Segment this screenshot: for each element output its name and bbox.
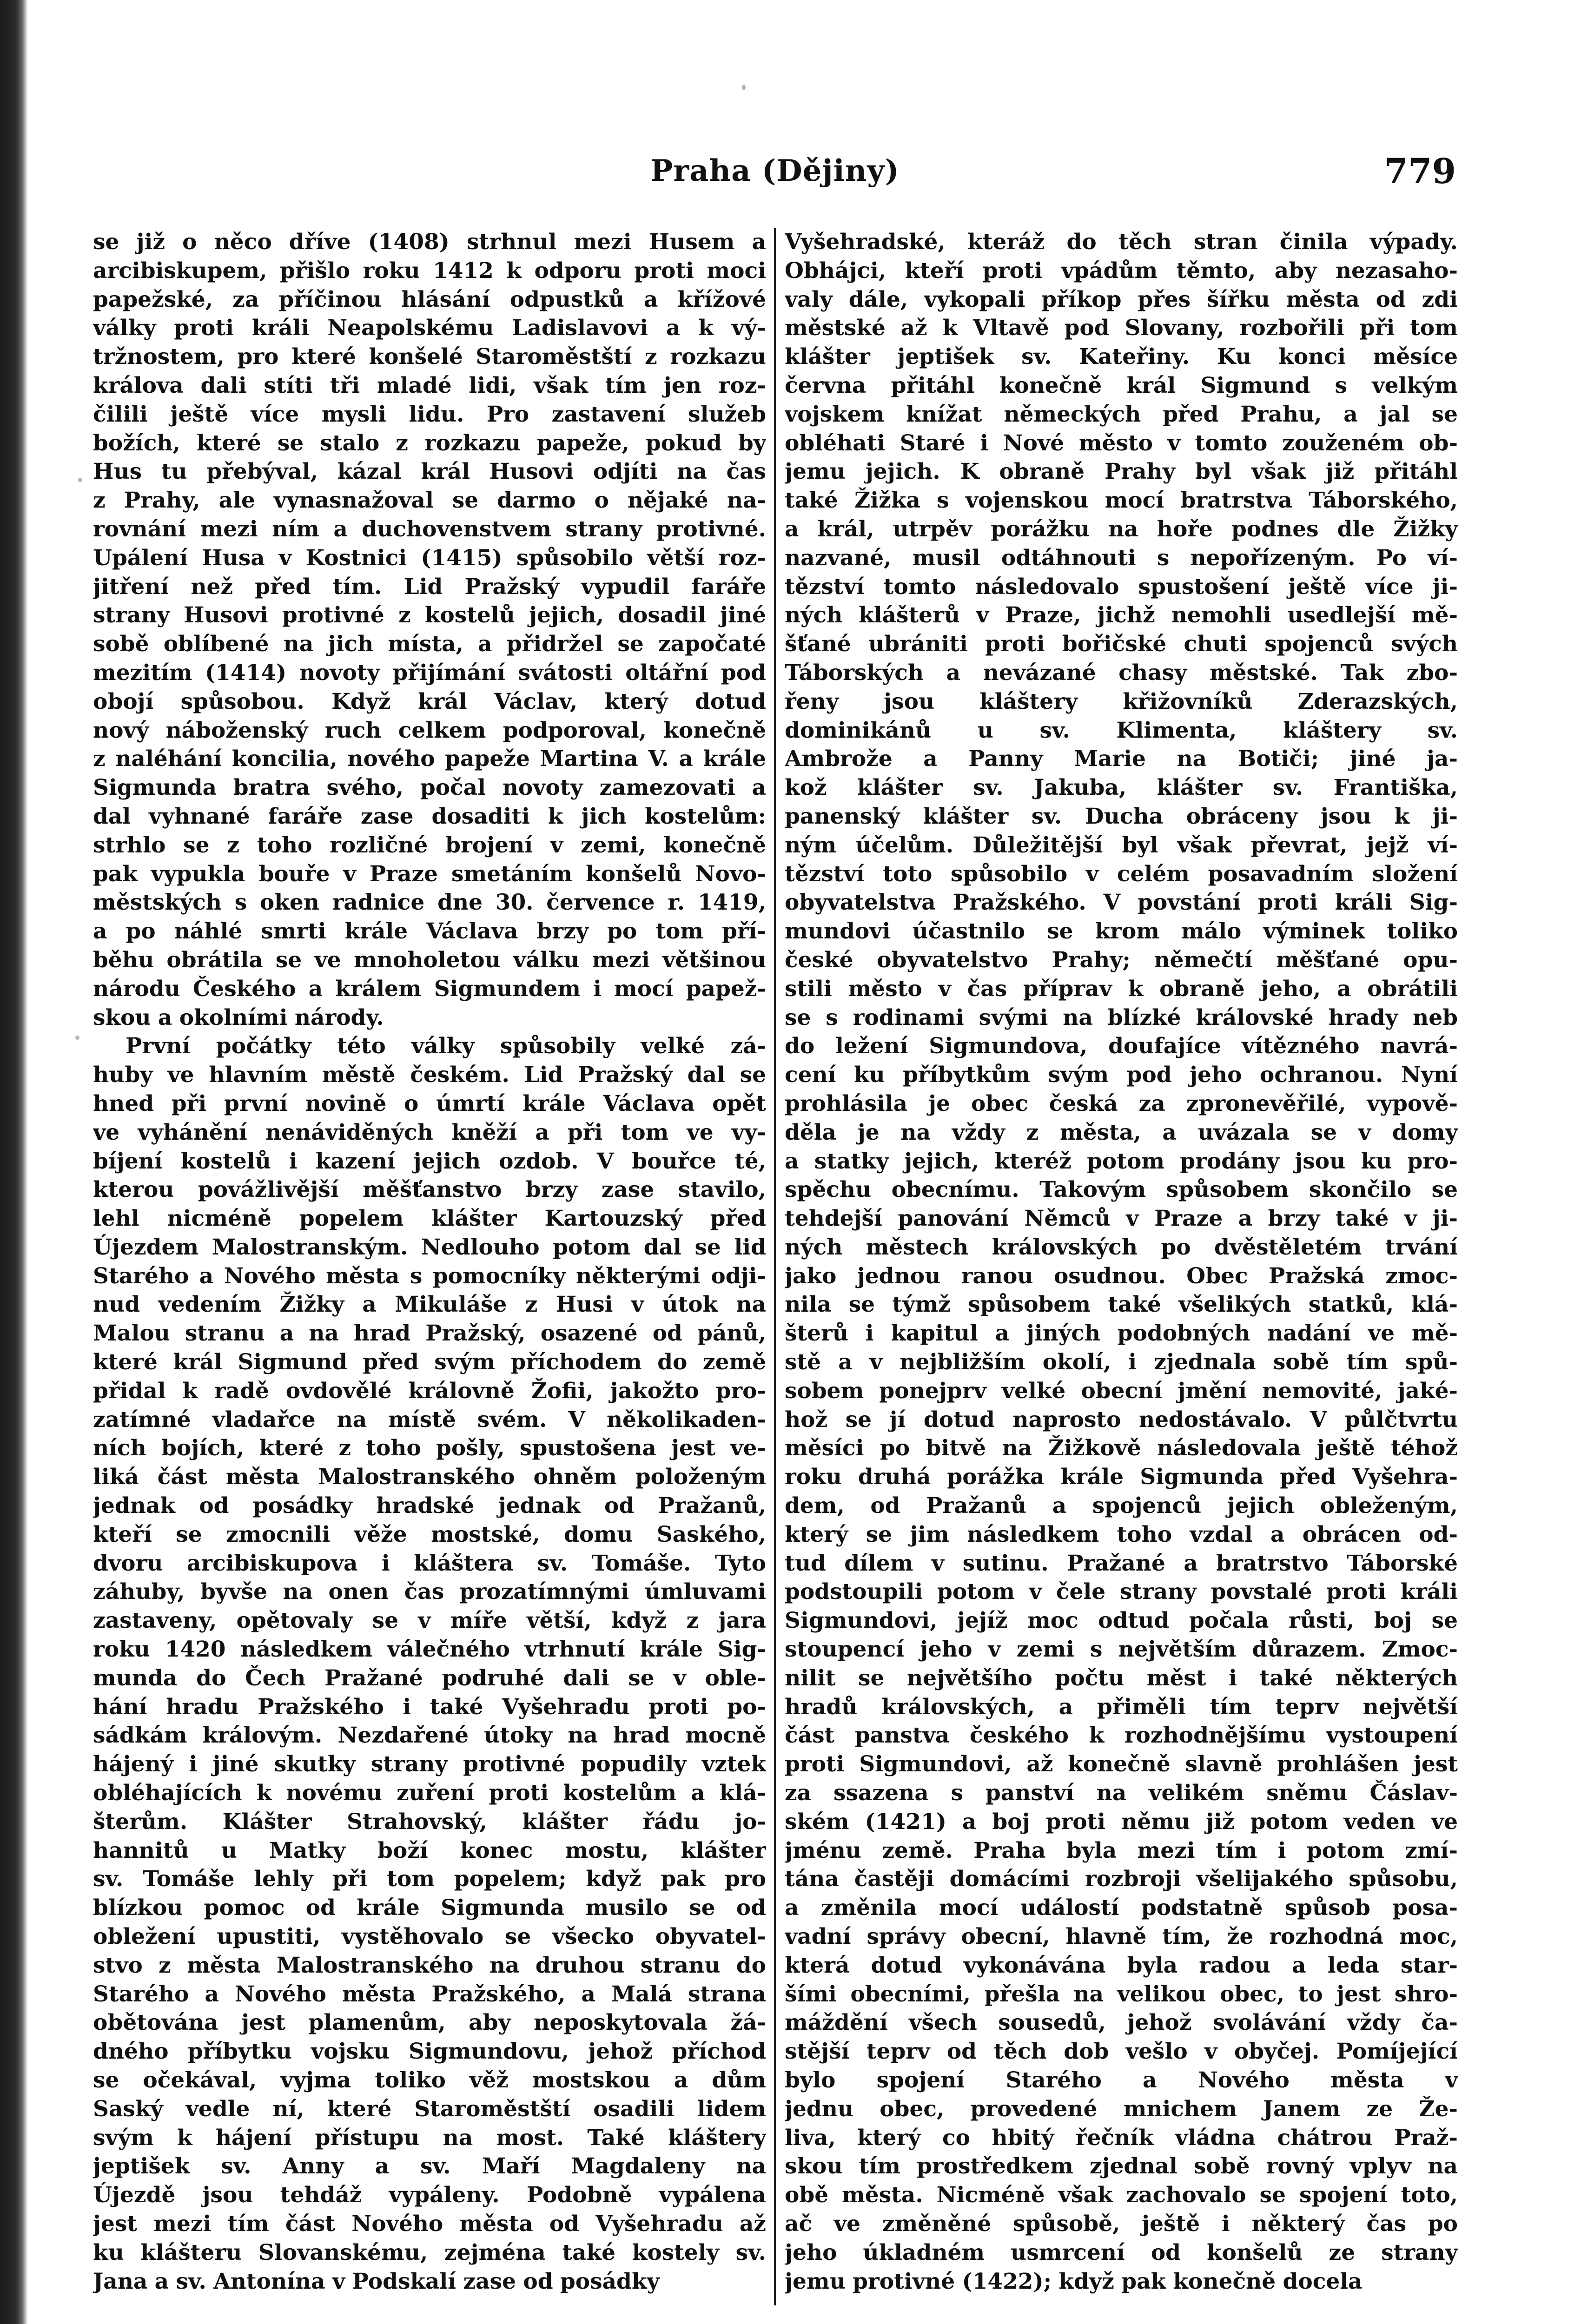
left-column-line: arcibiskupem, přišlo roku 1412 k odporu proti moci — [93, 257, 766, 284]
right-column-line: června přitáhl konečně král Sigmund s velkým — [785, 372, 1458, 398]
left-column-line: strhlo se z toho rozličné brojení v zemi, konečně — [93, 832, 766, 858]
right-column-line: české obyvatelstvo Prahy; němečtí měšťané opu- — [785, 947, 1458, 973]
right-column-line: děla je na vždy z města, a uvázala se v domy — [785, 1119, 1458, 1145]
left-column-line: zatímné vladařce na místě svém. V několikaden- — [93, 1406, 766, 1433]
left-column-line: Upálení Husa v Kostnici (1415) spůsobilo větší roz- — [93, 545, 766, 571]
right-column-line: a statky jejich, kteréž potom prodány jsou ku pro- — [785, 1148, 1458, 1174]
right-column-line: stoupencí jeho v zemi s největším důrazem. Zmoc- — [785, 1637, 1458, 1663]
right-column-line: Ambrože a Panny Marie na Botiči; jiné ja- — [785, 746, 1458, 772]
left-column-line: huby ve hlavním městě českém. Lid Pražský dal se — [93, 1062, 766, 1088]
right-column-line: šťané ubrániti proti bořičské chuti spojenců svých — [785, 631, 1458, 657]
right-column-line: vadní správy obecní, hlavně tím, že rozhodná moc, — [785, 1924, 1458, 1950]
right-column-line: dominikánů u sv. Klimenta, kláštery sv. — [785, 717, 1458, 743]
left-column-line: králova dali stíti tři mladé lidi, však tím jen roz- — [93, 372, 766, 398]
left-column-line: Újezdě jsou tehdáž vypáleny. Podobně vypálena — [93, 2182, 766, 2208]
left-column-line: ve vyhánění nenáviděných kněží a při tom ve vy- — [93, 1119, 766, 1145]
right-column-line: prohlásila je obec česká za zpronevěřilé, vypově- — [785, 1090, 1458, 1116]
left-column-line: Újezdem Malostranským. Nedlouho potom dal se lid — [93, 1234, 766, 1260]
left-column-line: obojí spůsobou. Když král Václav, který dotud — [93, 688, 766, 714]
ink-speck — [78, 478, 82, 482]
left-column-line: božích, které se stalo z rozkazu papeže, pokud by — [93, 430, 766, 456]
right-column — [785, 228, 1458, 2310]
right-column-line: dem, od Pražanů a spojenců jejich obleženým, — [785, 1493, 1458, 1519]
left-column-line: jest mezi tím část Nového města od Vyšehradu až — [93, 2211, 766, 2237]
left-column-line: hned při první novině o úmrtí krále Václava opět — [93, 1090, 766, 1116]
right-column-line: tehdejší panování Němců v Praze a brzy také v ji- — [785, 1206, 1458, 1232]
left-column-line: svým k hájení přístupu na most. Také kláštery — [93, 2125, 766, 2151]
left-column-line: hání hradu Pražského i také Vyšehradu proti po- — [93, 1694, 766, 1720]
left-column-line: tržnostem, pro které konšelé Staroměstští z rozkazu — [93, 344, 766, 370]
left-column-line: nud vedením Žižky a Mikuláše z Husi v útok na — [93, 1292, 766, 1318]
left-column-line: liká část města Malostranského ohněm položeným — [93, 1464, 766, 1490]
left-column-line: a po náhlé smrti krále Václava brzy po tom pří- — [93, 918, 766, 944]
right-column-line: ných městech královských po dvěstěletém trvání — [785, 1234, 1458, 1260]
right-column-line: městské až k Vltavě pod Slovany, rozbořili při tom — [785, 315, 1458, 341]
right-column-line: ském (1421) a boj proti němu již potom veden ve — [785, 1809, 1458, 1835]
left-column-line: munda do Čech Pražané podruhé dali se v oble- — [93, 1665, 766, 1691]
left-column-line: Hus tu přebýval, kázal král Husovi odjíti na čas — [93, 459, 766, 485]
right-column-line: a změnila mocí událostí podstatně spůsob posa- — [785, 1895, 1458, 1921]
left-column-line: městských s oken radnice dne 30. července r. 1419, — [93, 890, 766, 916]
left-column — [93, 228, 766, 2310]
right-column-line: skou tím prostředkem zjednal sobě rovný vplyv na — [785, 2153, 1458, 2179]
right-column-line: ač ve změněné spůsobě, ještě i některý čas po — [785, 2211, 1458, 2237]
left-column-line: z Prahy, ale vynasnažoval se darmo o nějaké na- — [93, 488, 766, 514]
left-column-line: sobě oblíbené na jich místa, a přidržel se započaté — [93, 631, 766, 657]
left-column-line: obětována jest plamenům, aby neposkytovala žá- — [93, 2010, 766, 2036]
left-column-line: bíjení kostelů i kazení jejich ozdob. V bouřce té, — [93, 1148, 766, 1174]
left-column-line: obležení upustiti, vystěhovalo se všecko obyvatel- — [93, 1924, 766, 1950]
right-column-line: tězství tomto následovalo spustošení ještě více ji- — [785, 574, 1458, 600]
right-column-line: řeny jsou kláštery křižovníků Zderazských, — [785, 688, 1458, 714]
left-column-line: lehl nicméně popelem klášter Kartouzský před — [93, 1206, 766, 1232]
right-column-line: stější teprv od těch dob vešlo v obyčej. Pomíjející — [785, 2039, 1458, 2065]
left-column-line: obléhajících k novému zuření proti kostelům a klá- — [93, 1780, 766, 1806]
left-column-line: z naléhání koncilia, nového papeže Martina V. a krále — [93, 746, 766, 772]
left-column-line: roku 1420 následkem válečného vtrhnutí krále Sig- — [93, 1637, 766, 1663]
right-column-line: a král, utrpěv porážku na hoře podnes dle Žižky — [785, 516, 1458, 542]
left-column-line: Starého a Nového města s pomocníky některými odji- — [93, 1263, 766, 1289]
left-column-line: skou a okolními národy. — [93, 1004, 384, 1030]
left-column-line: mezitím (1414) novoty přijímání svátosti oltářní pod — [93, 660, 766, 686]
ink-speck — [75, 1036, 79, 1040]
ink-speck — [742, 85, 746, 90]
left-column-line: sádkám královým. Nezdařené útoky na hrad mocně — [93, 1723, 766, 1749]
left-column-line: přidal k radě ovdovělé královně Žofii, jakožto pro- — [93, 1378, 766, 1404]
left-column-line: zastaveny, opětovaly se v míře větší, když z jara — [93, 1608, 766, 1634]
right-column-line: nilit se největšího počtu měst i také některých — [785, 1665, 1458, 1691]
left-column-line: Sigmunda bratra svého, počal novoty zamezovati a — [93, 775, 766, 801]
right-column-line: jednu obec, provedené mnichem Janem ze Že- — [785, 2096, 1458, 2122]
left-column-line: se již o něco dříve (1408) strhnul mezi Husem a — [93, 229, 766, 255]
right-column-line: proti Sigmundovi, až konečně slavně prohlášen jest — [785, 1751, 1458, 1777]
left-column-line: První počátky této války spůsobily velké zá- — [126, 1033, 766, 1059]
right-column-line: hradů královských, a přiměli tím teprv největší — [785, 1694, 1458, 1720]
right-column-line: Táborských a nevázané chasy městské. Tak zbo- — [785, 660, 1458, 686]
right-column-line: sobem ponejprv velké obecní jmění nemovité, jaké- — [785, 1378, 1458, 1404]
right-column-line: máždění všech sousedů, jehož svolávání vždy ča- — [785, 2010, 1458, 2036]
right-column-line: Sigmundovi, jejíž moc odtud počala růsti, boj se — [785, 1608, 1458, 1634]
left-column-line: Jana a sv. Antonína v Podskalí zase od posádky — [93, 2268, 660, 2294]
right-column-line: nila se týmž spůsobem také všelikých statků, klá- — [785, 1292, 1458, 1318]
left-column-line: hájený i jiné skutky strany protivné popudily vztek — [93, 1751, 766, 1777]
right-column-line: jako jednou ranou osudnou. Obec Pražská zmoc- — [785, 1263, 1458, 1289]
left-column-line: sv. Tomáše lehly při tom popelem; když pak pro — [93, 1866, 766, 1892]
page-header — [94, 153, 1456, 205]
left-column-line: běhu obrátila se ve mnoholetou válku mezi většinou — [93, 947, 766, 973]
left-column-line: stvo z města Malostranského na druhou stranu do — [93, 1952, 766, 1978]
left-column-line: šterům. Klášter Strahovský, klášter řádu jo- — [93, 1809, 766, 1835]
right-column-line: za ssazena s panství na velikém sněmu Čáslav- — [785, 1780, 1458, 1806]
left-column-line: se očekával, vyjma toliko věž mostskou a dům — [93, 2067, 766, 2093]
right-column-line: obyvatelstva Pražského. V povstání proti králi Sig- — [785, 890, 1458, 916]
left-column-line: kteří se zmocnili věže mostské, domu Saského, — [93, 1521, 766, 1547]
left-column-line: hannitů u Matky boží konec mostu, klášter — [93, 1837, 766, 1863]
right-column-line: stě a v nejbližším okolí, i zjednala sobě tím spů- — [785, 1349, 1458, 1375]
right-column-line: jménu země. Praha byla mezi tím i potom zmí- — [785, 1837, 1458, 1863]
right-column-line: spěchu obecnímu. Takovým spůsobem skončilo se — [785, 1177, 1458, 1203]
right-column-line: šterů i kapitul a jiných podobných nadání ve mě- — [785, 1320, 1458, 1347]
right-column-line: Obhájci, kteří proti vpádům těmto, aby nezasaho- — [785, 257, 1458, 284]
left-column-line: záhuby, byvše na onen čas prozatímnými úmluvami — [93, 1579, 766, 1605]
running-title: Praha (Dějiny) — [650, 153, 900, 188]
right-column-line: se s rodinami svými na blízké královské hrady neb — [785, 1004, 1458, 1030]
right-column-line: stili město v čas příprav k obraně jeho, a obrátili — [785, 976, 1458, 1002]
right-column-line: také Žižka s vojenskou mocí bratrstva Táborského, — [785, 488, 1458, 514]
right-column-line: obě města. Nicméně však zachovalo se spojení toto, — [785, 2182, 1458, 2208]
left-column-line: národu Českého a králem Sigmundem i mocí papež- — [93, 976, 766, 1002]
right-column-line: obléhati Staré i Nové město v tomto zouženém ob- — [785, 430, 1458, 456]
right-column-line: ným účelům. Důležitější byl však převrat, jejž ví- — [785, 832, 1458, 858]
right-column-line: který se jim následkem toho vzdal a obrácen od- — [785, 1521, 1458, 1547]
right-column-line: šími obecními, přešla na velikou obec, to jest shro- — [785, 1981, 1458, 2007]
left-column-line: pak vypukla bouře v Praze smetáním konšelů Novo- — [93, 861, 766, 887]
left-column-line: Malou stranu a na hrad Pražský, osazené od pánů, — [93, 1320, 766, 1347]
left-column-line: strany Husovi protivné z kostelů jejich, dosadil jiné — [93, 602, 766, 628]
right-column-line: část panstva českého k rozhodnějšímu vystoupení — [785, 1723, 1458, 1749]
left-column-line: Saský vedle ní, které Staroměstští osadili lidem — [93, 2096, 766, 2122]
left-column-line: rovnání mezi ním a duchovenstvem strany protivné. — [93, 516, 766, 542]
right-column-line: jemu jejich. K obraně Prahy byl však již přitáhl — [785, 459, 1458, 485]
left-column-line: ku klášteru Slovanskému, zejména také kostely sv. — [93, 2239, 766, 2265]
right-column-line: která dotud vykonávána byla radou a leda star- — [785, 1952, 1458, 1978]
right-column-line: tud dílem v sutinu. Pražané a bratrstvo Táborské — [785, 1550, 1458, 1576]
right-column-line: Vyšehradské, kteráž do těch stran činila výpady. — [785, 229, 1458, 255]
right-column-line: jemu protivné (1422); když pak konečně docela — [785, 2268, 1363, 2294]
left-column-line: dného příbytku vojsku Sigmundovu, jehož příchod — [93, 2039, 766, 2065]
left-column-line: blízkou pomoc od krále Sigmunda musilo se od — [93, 1895, 766, 1921]
right-column-line: mundovi účastnilo se krom málo výminek toliko — [785, 918, 1458, 944]
right-column-line: vojskem knížat německých před Prahu, a jal se — [785, 401, 1458, 427]
right-column-line: valy dále, vykopali příkop přes šířku města od zdi — [785, 286, 1458, 312]
right-column-line: měsíci po bitvě na Žižkově následovala ještě téhož — [785, 1435, 1458, 1461]
page-number: 779 — [1384, 152, 1456, 191]
left-column-line: které král Sigmund před svým příchodem do země — [93, 1349, 766, 1375]
left-column-line: nový náboženský ruch celkem podporoval, konečně — [93, 717, 766, 743]
right-column-line: klášter jeptišek sv. Kateřiny. Ku konci měsíce — [785, 344, 1458, 370]
right-column-line: kož klášter sv. Jakuba, klášter sv. Františka, — [785, 775, 1458, 801]
left-column-line: kterou povážlivější měšťanstvo brzy zase stavilo, — [93, 1177, 766, 1203]
right-column-line: podstoupili potom v čele strany povstalé proti králi — [785, 1579, 1458, 1605]
right-column-line: hož se jí dotud naprosto nedostávalo. V půlčtvrtu — [785, 1406, 1458, 1433]
left-column-line: ních bojích, které z toho pošly, spustošena jest ve- — [93, 1435, 766, 1461]
right-column-line: bylo spojení Starého a Nového města v — [785, 2067, 1458, 2093]
right-column-line: tána častěji domácími rozbroji všelijakého spůsobu, — [785, 1866, 1458, 1892]
left-column-line: čilili ještě více mysli lidu. Pro zastavení služeb — [93, 401, 766, 427]
right-column-line: roku druhá porážka krále Sigmunda před Vyšehra- — [785, 1464, 1458, 1490]
right-column-line: nazvané, musil odtáhnouti s nepořízeným. Po ví- — [785, 545, 1458, 571]
left-column-line: Starého a Nového města Pražského, a Malá strana — [93, 1981, 766, 2007]
left-column-line: papežské, za příčinou hlásání odpustků a křížové — [93, 286, 766, 312]
right-column-line: panenský klášter sv. Ducha obráceny jsou k ji- — [785, 803, 1458, 829]
right-column-line: cení ku příbytkům svým pod jeho ochranou. Nyní — [785, 1062, 1458, 1088]
right-column-line: liva, který co hbitý řečník vládna chátrou Praž- — [785, 2125, 1458, 2151]
left-column-line: jednak od posádky hradské jednak od Pražanů, — [93, 1493, 766, 1519]
left-column-line: války proti králi Neapolskému Ladislavovi a k vý- — [93, 315, 766, 341]
column-rule — [774, 228, 776, 2305]
left-column-line: dal vyhnané faráře zase dosaditi k jich kostelům: — [93, 803, 766, 829]
scan-edge — [0, 0, 28, 2324]
right-column-line: do ležení Sigmundova, doufajíce vítězného navrá- — [785, 1033, 1458, 1059]
left-column-line: dvoru arcibiskupova i kláštera sv. Tomáše. Tyto — [93, 1550, 766, 1576]
left-column-line: jitření než před tím. Lid Pražský vypudil faráře — [93, 574, 766, 600]
left-column-line: jeptišek sv. Anny a sv. Maří Magdaleny na — [93, 2153, 766, 2179]
right-column-line: tězství toto spůsobilo v celém posavadním složení — [785, 861, 1458, 887]
right-column-line: ných klášterů v Praze, jichž nemohli usedlejší mě- — [785, 602, 1458, 628]
right-column-line: jeho úkladném usmrcení od konšelů ze strany — [785, 2239, 1458, 2265]
